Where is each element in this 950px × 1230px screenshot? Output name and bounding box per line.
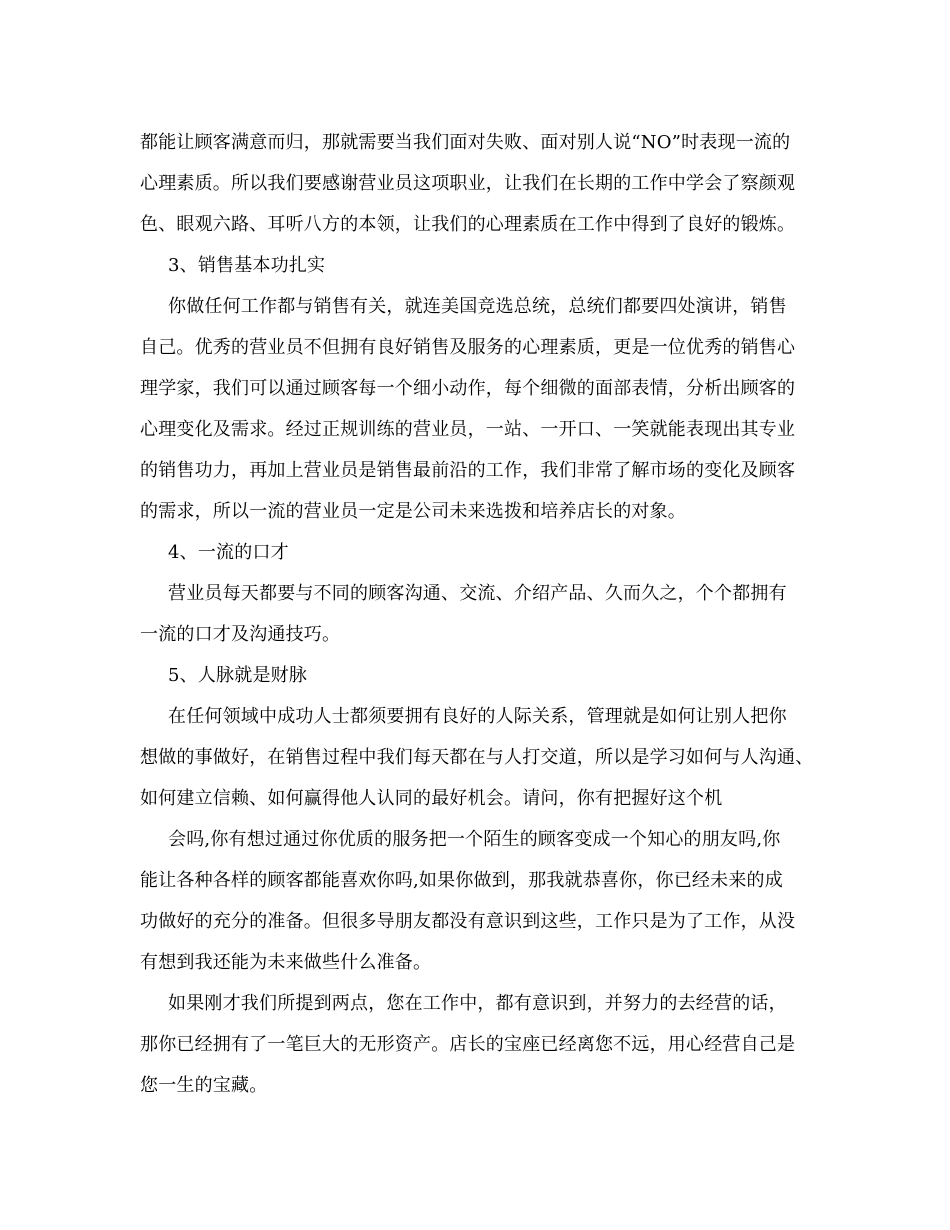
text-line: 想做的事做好，在销售过程中我们每天都在与人打交道，所以是学习如何与人沟通、 (140, 747, 814, 768)
section-heading: 4、一流的口才 (168, 542, 289, 563)
text-line: 您一生的宝藏。 (140, 1075, 268, 1096)
text-line: 如何建立信赖、如何赢得他人认同的最好机会。请问，你有把握好这个机 (140, 788, 723, 809)
section-heading: 5、人脉就是财脉 (168, 665, 308, 686)
text-line: 那你已经拥有了一笔巨大的无形资产。店长的宝座已经离您不远，用心经营自己是 (140, 1034, 796, 1055)
text-line: 如果刚才我们所提到两点，您在工作中，都有意识到，并努力的去经营的话， (168, 993, 787, 1014)
text-line: 功做好的充分的准备。但很多导朋友都没有意识到这些，工作只是为了工作，从没 (140, 911, 796, 932)
text-line: 都能让顾客满意而归，那就需要当我们面对失败、面对别人说“NO”时表现一流的 (140, 132, 791, 153)
text-line: 你做任何工作都与销售有关，就连美国竞选总统，总统们都要四处演讲，销售 (168, 296, 787, 317)
text-line: 能让各种各样的顾客都能喜欢你吗,如果你做到，那我就恭喜你，你已经未来的成 (140, 870, 783, 891)
text-line: 自己。优秀的营业员不但拥有良好销售及服务的心理素质，更是一位优秀的销售心 (140, 337, 796, 358)
text-line: 色、眼观六路、耳听八方的本领，让我们的心理素质在工作中得到了良好的锻炼。 (140, 214, 796, 235)
text-line: 的需求，所以一流的营业员一定是公司未来选拨和培养店长的对象。 (140, 501, 686, 522)
text-line: 心理素质。所以我们要感谢营业员这项职业，让我们在长期的工作中学会了察颜观 (140, 173, 796, 194)
text-line: 营业员每天都要与不同的顾客沟通、交流、介绍产品、久而久之，个个都拥有 (168, 583, 787, 604)
text-line: 的销售功力，再加上营业员是销售最前沿的工作，我们非常了解市场的变化及顾客 (140, 460, 796, 481)
text-line: 心理变化及需求。经过正规训练的营业员，一站、一开口、一笑就能表现出其专业 (140, 419, 796, 440)
text-line: 有想到我还能为未来做些什么准备。 (140, 952, 432, 973)
text-line: 在任何领域中成功人士都须要拥有良好的人际关系，管理就是如何让别人把你 (168, 706, 787, 727)
text-line: 理学家，我们可以通过顾客每一个细小动作，每个细微的面部表情，分析出顾客的 (140, 378, 796, 399)
text-line: 会吗,你有想过通过你优质的服务把一个陌生的顾客变成一个知心的朋友吗,你 (168, 829, 781, 850)
section-heading: 3、销售基本功扎实 (168, 255, 326, 276)
text-line: 一流的口才及沟通技巧。 (140, 624, 341, 645)
